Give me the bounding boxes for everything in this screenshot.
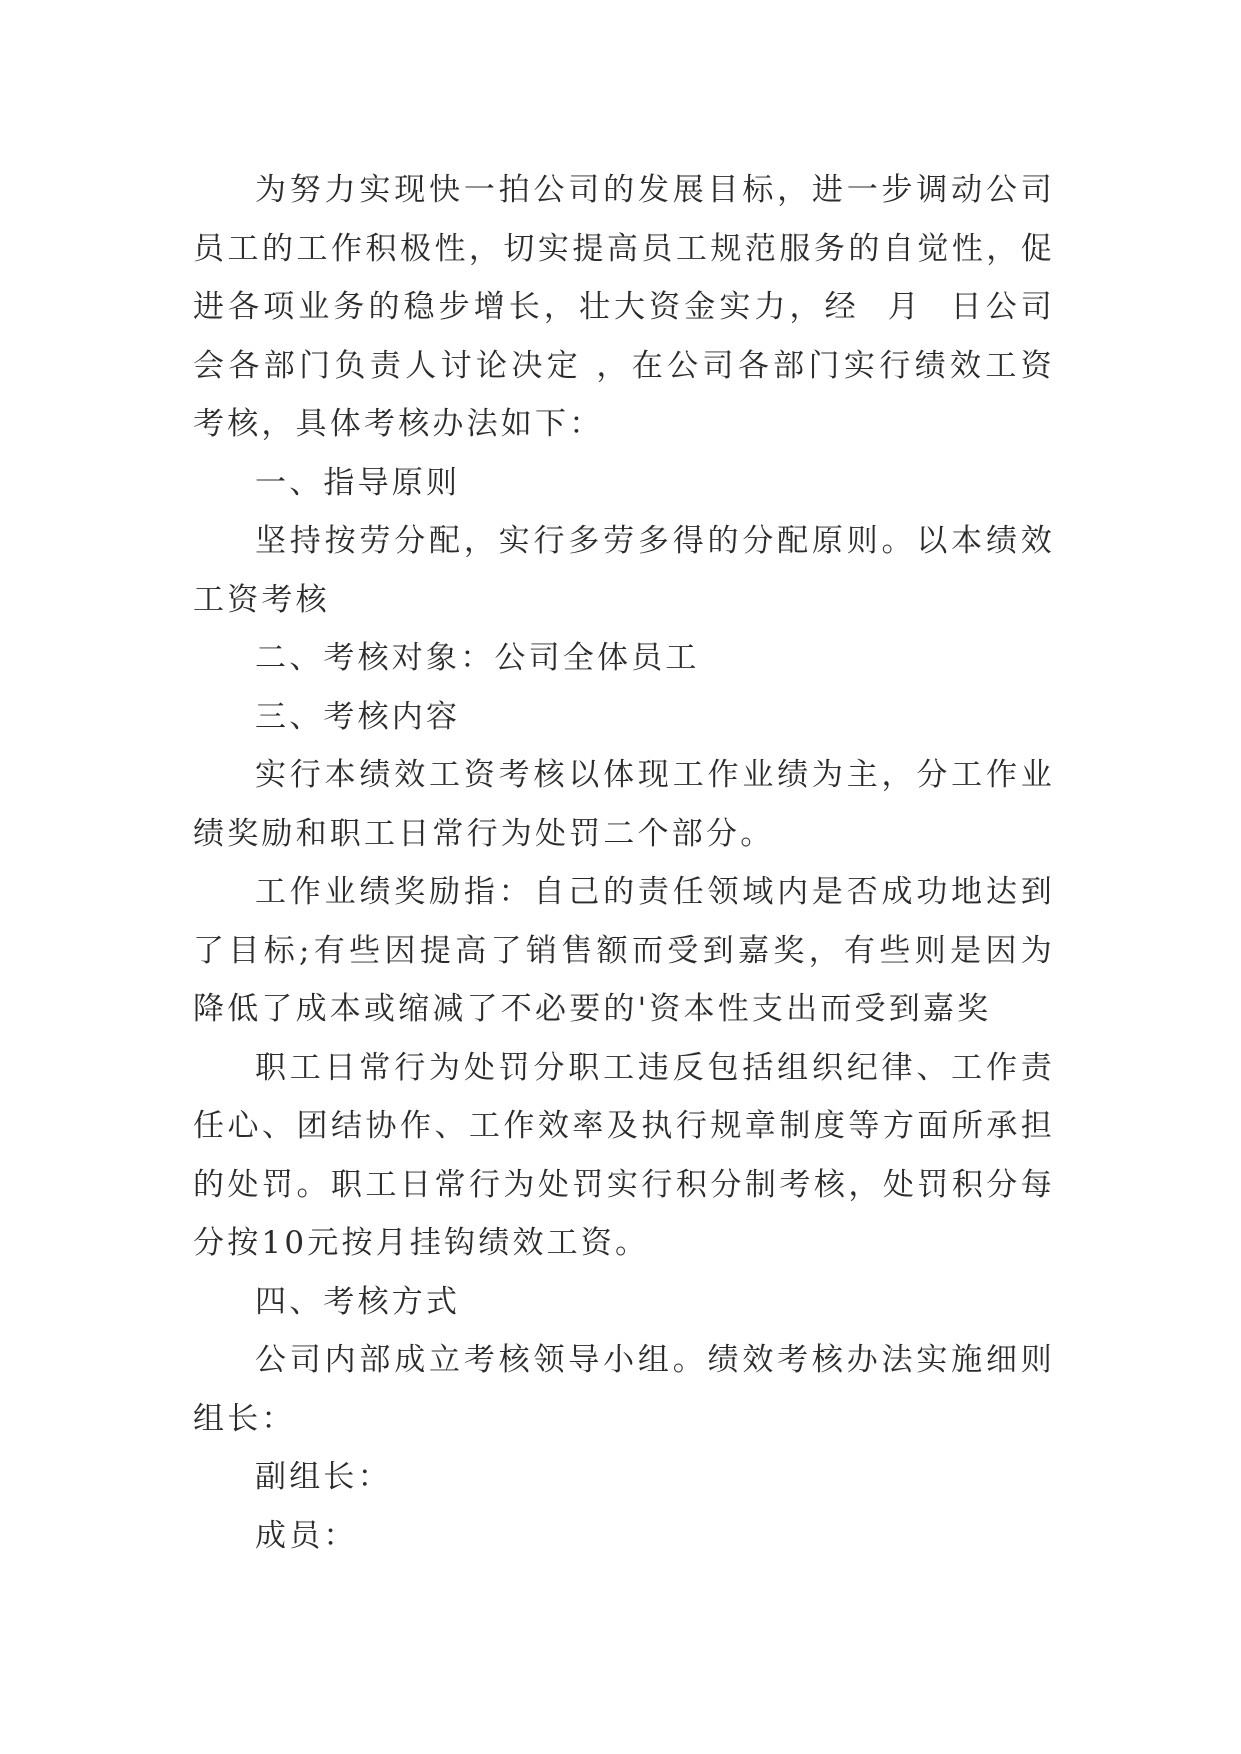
- section-heading-assessment-method: 四、考核方式: [255, 1283, 461, 1320]
- intro-paragraph: 为努力实现快一拍公司的发展目标，进一步调动公司员工的工作积极性，切实提高员工规范服务的自觉性，促进各项业务的稳步增长，壮大资金实力，经 月 日公司会各部门负责人讨论决定 ，在公司各部门实行绩效工资考核，具体考核办法如下：: [193, 172, 1055, 442]
- guiding-principle-paragraph: 坚持按劳分配，实行多劳多得的分配原则。以本绩效工资考核: [193, 523, 1055, 618]
- members-line: 成员：: [255, 1517, 358, 1554]
- document-body: [193, 161, 1055, 1565]
- section-heading-assessment-target: 二、考核对象：公司全体员工: [255, 640, 700, 676]
- performance-reward-paragraph: 工作业绩奖励指：自己的责任领域内是否成功地达到了目标;有些因提高了销售额而受到嘉奖，有些则是因为降低了成本或缩减了不必要的'资本性支出而受到嘉奖: [193, 874, 1055, 1027]
- deputy-leader-line: 副组长：: [255, 1459, 392, 1495]
- assessment-method-paragraph: 公司内部成立考核领导小组。绩效考核办法实施细则组长：: [193, 1342, 1055, 1437]
- assessment-content-paragraph: 实行本绩效工资考核以体现工作业绩为主，分工作业绩奖励和职工日常行为处罚二个部分。: [193, 757, 1055, 852]
- section-heading-assessment-content: 三、考核内容: [255, 698, 461, 735]
- section-heading-guiding-principle: 一、指导原则: [255, 464, 461, 501]
- behavior-penalty-paragraph: 职工日常行为处罚分职工违反包括组织纪律、工作责任心、团结协作、工作效率及执行规章制度等方面所承担的处罚。职工日常行为处罚实行积分制考核，处罚积分每分按10元按月挂钩绩效工资。: [193, 1049, 1055, 1261]
